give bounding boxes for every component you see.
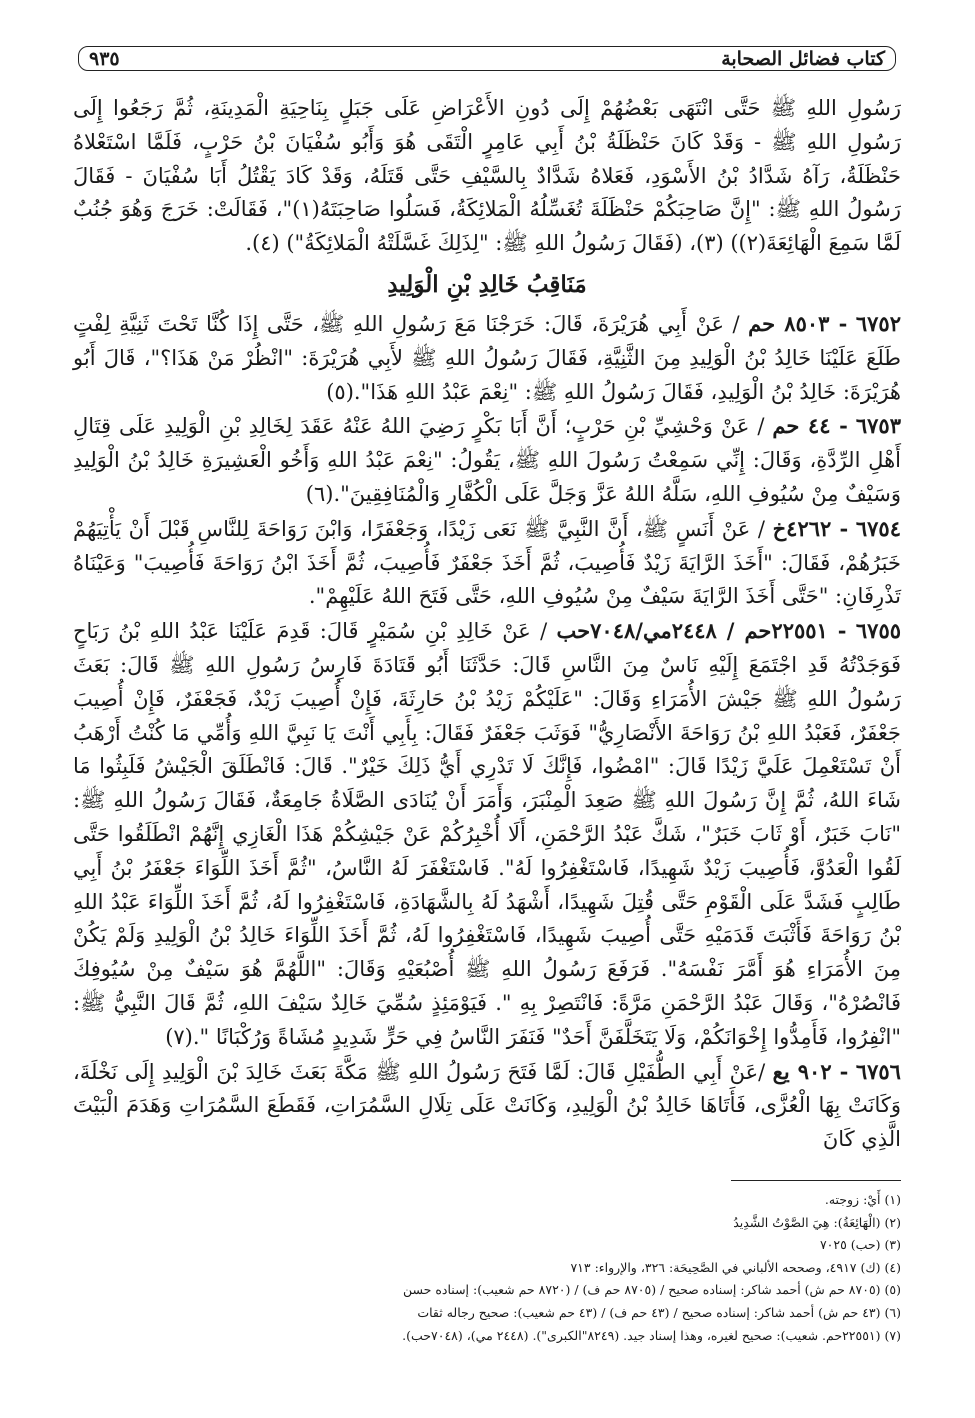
hadith-text: / عَنْ خَالِدِ بْنِ سُمَيْرٍ قَالَ: قَدِمَ عَلَيْنَا عَبْدُ اللهِ بْنُ رَبَاحٍ فَوَجَدْتُهُ قَدِ اجْتَمَعَ إِلَيْهِ نَاسٌ مِنَ النَّاسِ قَالَ: حَدَّثَنَا أَبُو قَتَادَةَ فَارِسُ رَسُولِ اللهِ ﷺ قَالَ: بَعَثَ رَسُولُ اللهِ ﷺ جَيْشَ الأُمَرَاءِ وَقَالَ: "عَلَيْكُمْ زَيْدُ بْنُ حَارِثَةَ، فَإِنْ أُصِيبَ زَيْدٌ، فَجَعْفَرٌ، فَإِنْ أُصِيبَ جَعْفَرٌ، فَعَبْدُ اللهِ بْنُ رَوَاحَةَ الأَنْصَارِيُّ" فَوَثَبَ جَعْفَرٌ فَقَالَ: بِأَبِي أَنْتَ يَا نَبِيَّ اللهِ وَأُمِّي مَا كُنْتُ أَرْهَبُ أَنْ تَسْتَعْمِلَ عَلَيَّ زَيْدًا قَالَ: "امْضُوا، فَإِنَّكَ لَا تَدْرِي أَيُّ ذَلِكَ خَيْرٌ". قَالَ: فَانْطَلَقَ الْجَيْشُ فَلَبِثُوا مَا شَاءَ اللهُ، ثُمَّ إِنَّ رَسُولَ اللهِ ﷺ صَعِدَ الْمِنْبَرَ، وَأَمَرَ أَنْ يُنَادَى الصَّلَاةُ جَامِعَةٌ، فَقَالَ رَسُولُ اللهِ ﷺ: "نَابَ خَبَرٌ، أَوْ ثَابَ خَبَرٌ"، شَكَّ عَبْدُ الرَّحْمَنِ، أَلَا أُخْبِرُكُمْ عَنْ جَيْشِكُمْ هَذَا الْغَازِي إِنَّهُمْ انْطَلَقُوا حَتَّى لَقُوا الْعَدُوَّ، فَأُصِيبَ زَيْدٌ شَهِيدًا، فَاسْتَغْفِرُوا لَهُ". فَاسْتَغْفَرَ لَهُ النَّاسُ، "ثُمَّ أَخَذَ اللِّوَاءَ جَعْفَرُ بْنُ أَبِي طَالِبٍ فَشَدَّ عَلَى الْقَوْمِ حَتَّى قُتِلَ شَهِيدًا، أَشْهَدُ لَهُ بِالشَّهَادَةِ، فَاسْتَغْفِرُوا لَهُ، ثُمَّ أَخَذَ اللِّوَاءَ عَبْدُ اللهِ بْنُ رَوَاحَةَ فَأَثْبَتَ قَدَمَيْهِ حَتَّى أُصِيبَ شَهِيدًا، فَاسْتَغْفِرُوا لَهُ، ثُمَّ أَخَذَ اللِّوَاءَ خَالِدُ بْنُ الْوَلِيدِ وَلَمْ يَكُنْ مِنَ الأُمَرَاءِ هُوَ أَمَّرَ نَفْسَهُ". فَرَفَعَ رَسُولُ اللهِ ﷺ أُصْبُعَيْهِ وَقَالَ: "اللَّهُمَّ هُوَ سَيْفٌ مِنْ سُيُوفِكَ فَانْصُرْهُ"، وَقَالَ عَبْدُ الرَّحْمَنِ مَرَّةً: فَانْتَصِرْ بِهِ ". فَيَوْمَئِذٍ سُمِّيَ خَالِدٌ سَيْفَ اللهِ، ثُمَّ قَالَ النَّبِيُّ ﷺ: "انْفِرُوا، فَأَمِدُّوا إِخْوَانَكُمْ، وَلَا يَتَخَلَّفَنَّ أَحَدٌ" فَنَفَرَ النَّاسُ فِي حَرٍّ شَدِيدٍ مُشَاةً وَرُكْبَانًا ".(٧) [73,619,901,1049]
hadith-entry [73,409,901,511]
footnote: (٢) (الْهَائِعَةُ): هِيَ الصَّوْتُ الشَّدِيدُ [733,1214,901,1230]
page-header [78,46,896,71]
hadith-entry [73,614,901,1054]
hadith-entry [73,307,901,409]
hadith-text: / عَنْ أَنَسٍ ﷺ، أَنَّ النَّبِيَّ ﷺ نَعَى زَيْدًا، وَجَعْفَرًا، وَابْنَ رَوَاحَةَ لِلنَّاسِ قَبْلَ أَنْ يَأْتِيَهُمْ خَبَرُهُمْ، فَقَالَ: "أَخَذَ الرَّايَةَ زَيْدٌ فَأُصِيبَ، ثُمَّ أَخَذَ جَعْفَرٌ فَأُصِيبَ، ثُمَّ أَخَذَ ابْنُ رَوَاحَةَ فَأُصِيبَ" وَعَيْنَاهُ تَذْرِفَانِ: "حَتَّى أَخَذَ الرَّايَةَ سَيْفٌ مِنْ سُيُوفِ اللهِ، حَتَّى فَتَحَ اللهُ عَلَيْهِمْ". [73,516,901,609]
hadith-text: / عَنْ أَبِي هُرَيْرَةَ، قَالَ: خَرَجْنَا مَعَ رَسُولِ اللهِ ﷺ، حَتَّى إِذَا كُنَّا تَحْتَ ثَنِيَّةِ لِفْتٍ طَلَعَ عَلَيْنَا خَالِدُ بْنُ الْوَلِيدِ مِنَ الثَّنِيَّةِ، فَقَالَ رَسُولُ اللهِ ﷺ لأَبِي هُرَيْرَةَ: "انْظُرْ مَنْ هَذَا؟"، قَالَ أَبُو هُرَيْرَةَ: خَالِدُ بْنُ الْوَلِيدِ، فَقَالَ رَسُولُ اللهِ ﷺ: "نِعْمَ عَبْدُ اللهِ هَذَا".(٥) [73,311,901,404]
hadith-number: ٦٧٥٥ [855,618,902,644]
footnote: (٤) (ك) ٤٩١٧، وصححه الألباني في الصَّحِيحَة: ٣٢٦، والإرواء: ٧١٣ [570,1259,901,1275]
hadith-refs: - ٤٢٦٢خ [772,515,849,541]
hadith-entry [73,1055,901,1157]
page-number: ٩٣٥ [89,47,120,70]
hadith-refs: - ٩٠٢ يع [772,1058,849,1084]
section-heading: مَنَاقِبُ خَالِدِ بْنِ الْوَلِيدِ [387,270,587,298]
footnote: (٧) (٢٢٥٥١حم. شعيب): صحيح لغيره، وهذا إسناد جيد. (٨٢٤٩"الكبرى"). (٢٤٤٨ مي)، (٧٠٤٨حب). [402,1327,901,1343]
book-title: كتاب فضائل الصحابة [721,47,885,70]
footnote-divider [731,1180,901,1181]
hadith-refs: - ٢٢٥٥١حم / ٢٤٤٨مي/٧٠٤٨حب [556,618,847,644]
hadith-text: / عَنْ وَحْشِيِّ بْنِ حَرْبٍ؛ أَنَّ أَبَا بَكْرٍ رَضِيَ اللهُ عَنْهُ عَقَدَ لِخَالِدِ بْنِ الْوَلِيدِ عَلَى قِتَالِ أَهْلِ الرِّدَّةِ، وَقَالَ: إِنِّي سَمِعْتُ رَسُولَ اللهِ ﷺ، يَقُولُ: "نِعْمَ عَبْدُ اللهِ وَأَخُو الْعَشِيرَةِ خَالِدُ بْنُ الْوَلِيدِ وَسَيْفٌ مِنْ سُيُوفِ اللهِ، سَلَّهُ اللهُ عَزَّ وَجَلَّ عَلَى الْكُفَّارِ وَالْمُنَافِقِينَ".(٦) [73,414,901,506]
hadith-number: ٦٧٥٦ [855,1058,901,1084]
hadith-refs: - ٤٤ حم [772,413,848,439]
hadith-number: ٦٧٥٤ [855,515,901,541]
hadith-refs: - ٨٥٠٣ حم [748,310,848,336]
footnote: (٥) (٨٧٠٥ حم ش) أحمد شاكر: إسناده صحيح / (٨٧٠٥ حم ف) / (٨٧٢٠ حم شعيب): إسناده حسن [403,1282,901,1298]
hadith-number: ٦٧٥٢ [855,310,901,336]
footnote: (١) أَيْ: زوجته. [824,1192,901,1207]
hadith-text: /عَنْ أَبِي الطُّفَيْلِ قَالَ: لَمَّا فَتَحَ رَسُولُ اللهِ ﷺ مَكَّةَ بَعَثَ خَالِدَ بْنَ الْوَلِيدِ إِلَى نَخْلَةَ، وَكَانَتْ بِهَا الْعُزَّى، فَأَتَاهَا خَالِدُ بْنُ الْوَلِيدِ، وَكَانَتْ عَلَى تِلَالِ السَّمُرَاتِ، فَقَطَعَ السَّمُرَاتِ وَهَدَمَ الْبَيْتَ الَّذِي كَانَ [73,1059,901,1152]
intro-paragraph: رَسُولِ اللهِ ﷺ حَتَّى انْتَهَى بَعْضُهُمْ إِلَى دُونِ الأَعْرَاضِ عَلَى جَبَلٍ بِنَاحِيَةِ الْمَدِينَةِ، ثُمَّ رَجَعُوا إِلَى رَسُولِ اللهِ ﷺ - وَقَدْ كَانَ حَنْظَلَةُ بْنُ أَبِي عَامِرٍ الْتَقَى هُوَ وَأَبُو سُفْيَانَ بْنُ حَرْبٍ، فَلَمَّا اسْتَعْلاهُ حَنْظَلَةُ، رَآهُ شَدَّادُ بْنُ الأَسْوَدِ، فَعَلاهُ شَدَّادٌ بِالسَّيْفِ حَتَّى قَتَلَهُ، وَقَدْ كَادَ يَقْتُلُ أَبَا سُفْيَانَ - فَقَالَ رَسُولُ اللهِ ﷺ: "إِنَّ صَاحِبَكُمْ حَنْظَلَةَ تُغَسِّلُهُ الْمَلائِكَةُ، فَسَلُوا صَاحِبَتَهُ(١)"، فَقَالَتْ: خَرَجَ وَهُوَ جُنُبٌ لَمَّا سَمِعَ الْهَائِعَةَ(٢)) (٣)، (فَقَالَ رَسُولُ اللهِ ﷺ: "لِذَلِكَ غَسَّلَتْهُ الْمَلائِكَةُ") (٤). [73,96,901,256]
hadith-entry [73,512,901,614]
footnote: (٦) (٤٣ حم ش) أحمد شاكر: إسناده صحيح / (٤٣ حم ف) / (٤٣ حم شعيب): صحيح رجاله ثقات [417,1304,901,1320]
footnotes [73,1180,901,1347]
footnote: (٣) (حب) ٧٠٢٥ [819,1237,901,1253]
page-body [73,92,901,1157]
hadith-number: ٦٧٥٣ [855,413,901,439]
